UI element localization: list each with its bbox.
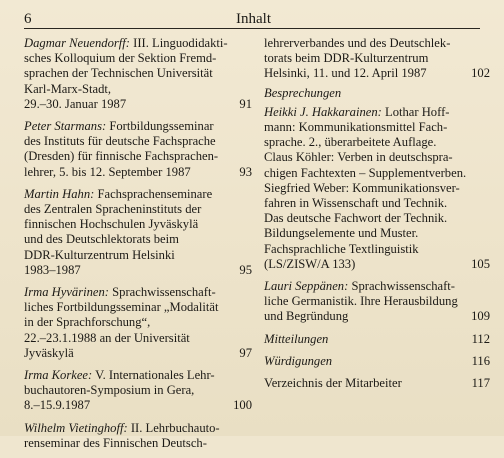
entry-author: Irma Korkee:	[24, 368, 93, 383]
toc-entry-vietinghoff-continued	[264, 36, 490, 82]
entry-title-line: liches Fortbildungsseminar „Modalität	[24, 300, 219, 315]
section-heading-mitteilungen: Mitteilungen	[264, 331, 329, 346]
entry-title-line: in der Sprachforschung“,	[24, 315, 151, 330]
entry-title-line: Claus Köhler: Verben in deutschspra-	[264, 150, 453, 165]
entry-title-line: 22.–23.1.1988 an der Universität	[24, 330, 190, 345]
entry-author: Lauri Seppänen:	[264, 279, 349, 294]
entry-title-line: finnischen Hochschulen Jyväskylä	[24, 217, 199, 232]
entry-author: Dagmar Neuendorff:	[24, 36, 130, 50]
toc-entry-wuerdigungen	[264, 354, 490, 369]
entry-author: Peter Starmans:	[24, 119, 107, 134]
entry-page-number: 102	[471, 66, 490, 81]
section-heading-wuerdigungen: Würdigungen	[264, 353, 333, 368]
toc-right-column	[264, 36, 490, 398]
entry-title-line: und des Deutschlektorats beim	[24, 232, 179, 247]
entry-author: Heikki J. Hakkarainen:	[264, 104, 382, 119]
page-number: 6	[24, 11, 32, 27]
entry-title-line: Das deutsche Fachwort der Technik.	[264, 211, 448, 226]
entry-author: Wilhelm Vietinghoff:	[24, 420, 128, 435]
toc-entry-mitarbeiter	[264, 376, 490, 391]
entry-title-line: Sprachwissenschaft-	[351, 279, 455, 294]
entry-page-number: 97	[239, 345, 252, 360]
entry-author: Martin Hahn:	[24, 186, 95, 201]
entry-title-line: Bildungselemente und Muster.	[264, 226, 419, 241]
entry-title-line: 1983–1987	[24, 262, 81, 277]
entry-title-line: chigen Fachtexten – Supplementverben.	[264, 165, 467, 180]
entry-title-line: 8.–15.9.1987	[24, 398, 91, 413]
entry-page-number: 95	[239, 262, 252, 277]
toc-entry-seppanen	[264, 279, 490, 325]
entry-title-line: und Begründung	[264, 309, 349, 324]
entry-title-line: sches Kolloquium der Sektion Fremd-	[24, 51, 217, 66]
entry-title-line: Helsinki, 11. und 12. April 1987	[264, 66, 427, 81]
entry-title-line: sprachen der Technischen Universität	[24, 66, 213, 81]
running-title: Inhalt	[236, 11, 271, 27]
entry-title-line: Lothar Hoff-	[385, 104, 450, 119]
toc-left-column	[24, 36, 252, 458]
entry-title-line: II. Lehrbuchauto-	[130, 420, 220, 435]
entry-title-line: lehrer, 5. bis 12. September 1987	[24, 164, 191, 179]
entry-title-line: torats beim DDR-Kulturzentrum	[264, 51, 429, 66]
entry-title-line: 29.–30. Januar 1987	[24, 96, 127, 111]
entry-page-number: 93	[239, 164, 252, 179]
entry-title-line: liche Germanistik. Ihre Herausbildung	[264, 294, 458, 309]
toc-entry-hyvarinen	[24, 285, 252, 361]
section-heading-besprechungen: Besprechungen	[264, 85, 342, 100]
entry-title-line: (LS/ZISW/A 133)	[264, 256, 356, 271]
entry-title-line: Sprachwissenschaft-	[112, 285, 216, 300]
entry-page-number: 105	[471, 256, 490, 271]
entry-title-line: Karl-Marx-Stadt,	[24, 81, 112, 96]
entry-title-line: III. Linguodidakti-	[133, 36, 228, 50]
toc-entry-hahn	[24, 187, 252, 278]
entry-title-line: Fachsprachliche Textlinguistik	[264, 241, 419, 256]
entry-author: Irma Hyvärinen:	[24, 285, 109, 300]
entry-title-line: fahren in Wissenschaft und Technik.	[264, 196, 448, 211]
entry-title-line: Fortbildungsseminar	[109, 119, 214, 134]
entry-page-number: 109	[471, 309, 490, 324]
entry-page-number: 116	[471, 353, 490, 368]
entry-page-number: 112	[471, 331, 490, 346]
entry-title-line: des Instituts für deutsche Fachsprache	[24, 134, 216, 149]
entry-title-line: sprache. 2., überarbeitete Auflage.	[264, 135, 437, 150]
toc-entry-hakkarainen	[264, 105, 490, 272]
entry-title-line: Jyväskylä	[24, 345, 74, 360]
entry-title-line: des Zentralen Spracheninstituts der	[24, 202, 202, 217]
entry-title-line: V. Internationales Lehr-	[95, 368, 215, 383]
entry-title-line: Siegfried Weber: Kommunikationsver-	[264, 180, 460, 195]
toc-entry-neuendorff	[24, 36, 252, 112]
page-header	[24, 8, 480, 29]
toc-entry-starmans	[24, 119, 252, 180]
entry-title-line: buchautoren-Symposium in Gera,	[24, 383, 195, 398]
entry-title-line: Verzeichnis der Mitarbeiter	[264, 376, 402, 391]
entry-title-line: lehrerverbandes und des Deutschlek-	[264, 36, 451, 50]
entry-page-number: 100	[233, 398, 252, 413]
entry-title-line: mann: Kommunikationsmittel Fach-	[264, 120, 448, 135]
toc-entry-mitteilungen	[264, 332, 490, 347]
entry-title-line: (Dresden) für finnische Fachsprachen-	[24, 149, 219, 164]
entry-title-line: DDR-Kulturzentrum Helsinki	[24, 247, 175, 262]
entry-title-line: renseminar des Finnischen Deutsch-	[24, 435, 207, 450]
entry-page-number: 91	[239, 96, 252, 111]
entry-page-number: 117	[471, 376, 490, 391]
toc-entry-korkee	[24, 368, 252, 414]
entry-title-line: Fachsprachenseminare	[97, 186, 213, 201]
